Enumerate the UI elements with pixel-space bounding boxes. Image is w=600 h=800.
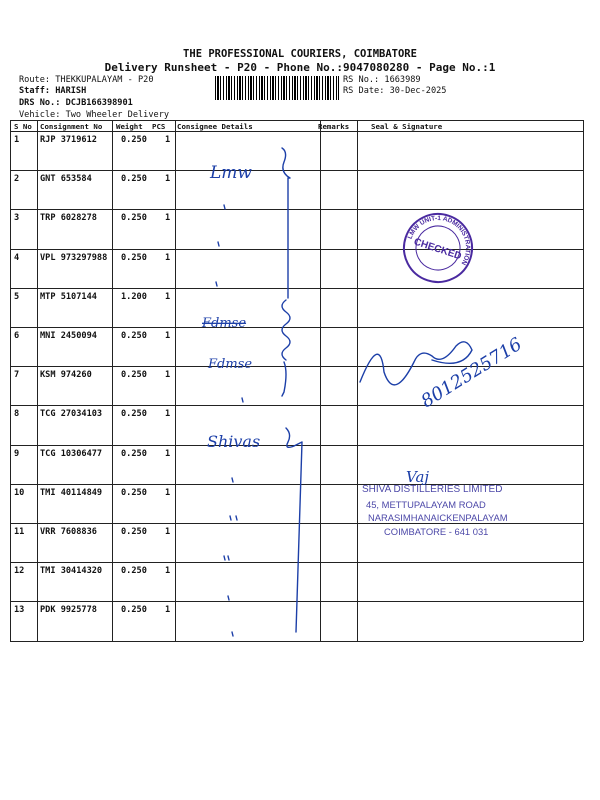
row-weight: 0.250 — [121, 605, 147, 615]
row-weight: 0.250 — [121, 370, 147, 380]
row-consignment-no: TCG 10306477 — [40, 449, 103, 459]
row-pcs: 1 — [165, 292, 171, 302]
row-consignment-no: GNT 653584 — [40, 174, 92, 184]
row-sno: 2 — [14, 174, 20, 184]
row-consignment-no: VRR 7608836 — [40, 527, 97, 537]
handwritten-name-row8: Shivas — [207, 432, 261, 451]
seal-center-text: CHECKED — [412, 236, 463, 263]
route-label: Route: THEKKUPALAYAM - P20 — [19, 75, 154, 85]
row-consignment-no: MTP 5107144 — [40, 292, 97, 302]
stamp-company-name: SHIVA DISTILLERIES LIMITED — [362, 484, 503, 495]
row-sno: 7 — [14, 370, 20, 380]
stamp-address-1: 45, METTUPALAYAM ROAD — [366, 499, 486, 510]
ditto-marks — [224, 478, 237, 636]
row-consignment-no: VPL 973297988 — [40, 253, 108, 263]
row-pcs: 1 — [165, 370, 171, 380]
rs-date: RS Date: 30-Dec-2025 — [343, 86, 447, 96]
col-remarks-header: Remarks — [318, 122, 350, 131]
row-consignment-no: TMI 40114849 — [40, 488, 103, 498]
row-consignment-no: TRP 6028278 — [40, 213, 97, 223]
row-consignment-no: KSM 974260 — [40, 370, 92, 380]
drs-number: DRS No.: DCJB166398901 — [19, 98, 133, 108]
row-sno: 3 — [14, 213, 20, 223]
row-sno: 4 — [14, 253, 20, 263]
row-pcs: 1 — [165, 253, 171, 263]
seal-ring-text: LMW UNIT-1 ADMINISTRATION — [406, 214, 472, 267]
row-pcs: 1 — [165, 331, 171, 341]
ditto-marks — [216, 205, 225, 286]
row-sno: 11 — [14, 527, 25, 537]
row-weight: 0.250 — [121, 409, 147, 419]
bracket-stroke — [286, 428, 302, 632]
row-pcs: 1 — [165, 409, 171, 419]
staff-label: Staff: HARISH — [19, 86, 87, 96]
row-consignment-no: TCG 27034103 — [40, 409, 103, 419]
row-sno: 13 — [14, 605, 25, 615]
bracket-stroke — [282, 148, 290, 298]
row-consignment-no: PDK 9925778 — [40, 605, 97, 615]
row-weight: 0.250 — [121, 253, 147, 263]
company-title: THE PROFESSIONAL COURIERS, COIMBATORE — [183, 48, 417, 60]
row-sno: 10 — [14, 488, 25, 498]
row-weight: 0.250 — [121, 331, 147, 341]
col-consignment-header: Consignment No — [40, 122, 103, 131]
row-pcs: 1 — [165, 527, 171, 537]
row-pcs: 1 — [165, 213, 171, 223]
row-sno: 9 — [14, 449, 20, 459]
squiggle-stroke — [282, 300, 290, 360]
row-weight: 0.250 — [121, 449, 147, 459]
row-weight: 0.250 — [121, 213, 147, 223]
col-signature-header: Seal & Signature — [371, 122, 443, 131]
handwritten-name-row7: Fdmse — [208, 357, 253, 372]
row-weight: 1.200 — [121, 292, 147, 302]
row-weight: 0.250 — [121, 135, 147, 145]
row-pcs: 1 — [165, 566, 171, 576]
rs-number: RS No.: 1663989 — [343, 75, 421, 85]
runsheet-title: Delivery Runsheet - P20 - Phone No.:9047080280 - Page No.:1 — [104, 61, 496, 74]
row-sno: 1 — [14, 135, 20, 145]
row-pcs: 1 — [165, 449, 171, 459]
vehicle-label: Vehicle: Two Wheeler Delivery — [19, 110, 170, 120]
row-sno: 12 — [14, 566, 25, 576]
col-pcs-header: PCS — [152, 122, 166, 131]
row-pcs: 1 — [165, 174, 171, 184]
col-sno-header: S No — [14, 122, 32, 131]
row-weight: 0.250 — [121, 488, 147, 498]
handwritten-phone: 8012525716 — [417, 333, 526, 413]
handwritten-name-row1: Lmw — [210, 163, 252, 183]
row-consignment-no: RJP 3719612 — [40, 135, 97, 145]
stamp-address-3: COIMBATORE - 641 031 — [384, 526, 489, 537]
row-pcs: 1 — [165, 605, 171, 615]
col-consignee-header: Consignee Details — [177, 122, 253, 131]
row-pcs: 1 — [165, 488, 171, 498]
row-pcs: 1 — [165, 135, 171, 145]
row-sno: 8 — [14, 409, 20, 419]
checked-seal — [395, 205, 481, 291]
ditto-marks — [242, 398, 243, 402]
row-weight: 0.250 — [121, 527, 147, 537]
handwritten-name-row5: Fdmse — [202, 316, 247, 331]
row-sno: 6 — [14, 331, 20, 341]
row-weight: 0.250 — [121, 174, 147, 184]
row-consignment-no: TMI 30414320 — [40, 566, 103, 576]
col-weight-header: Weight — [116, 122, 143, 131]
bracket-stroke — [282, 362, 286, 396]
stamp-address-2: NARASIMHANAICKENPALAYAM — [368, 512, 508, 523]
row-weight: 0.250 — [121, 566, 147, 576]
row-consignment-no: MNI 2450094 — [40, 331, 97, 341]
row-sno: 5 — [14, 292, 20, 302]
handwritten-initials: Vaj — [406, 468, 430, 486]
